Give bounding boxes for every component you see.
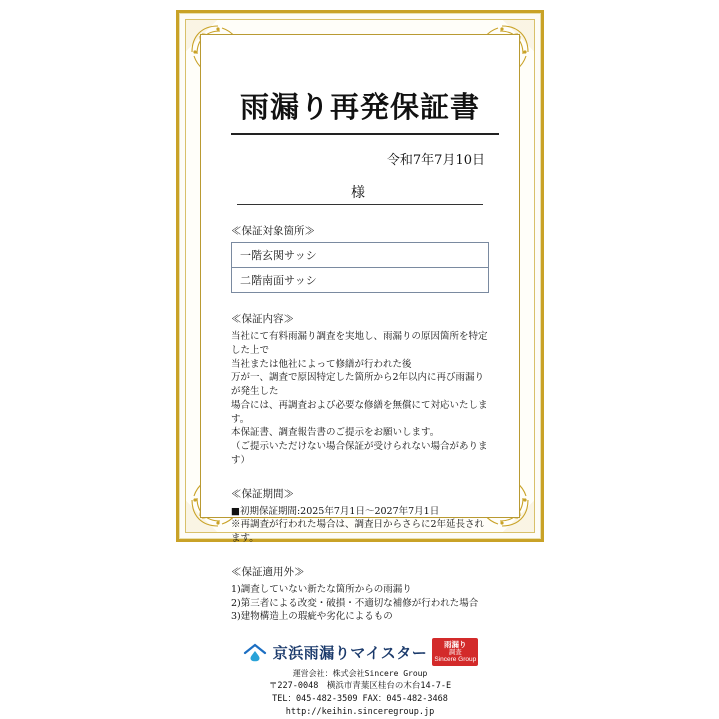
page-title: 雨漏り再発保証書 [239,90,480,124]
company-logo [231,638,489,666]
text-line: 3)建物構造上の瑕疵や劣化によるもの [231,611,393,623]
badge-line-1: 雨漏り [444,639,467,649]
section-heading-period: ≪保証期間≫ [231,487,294,500]
company-address: 〒227-0048 横浜市青葉区桂台の木台14-7-E [268,681,452,692]
certificate-content [231,61,489,717]
warranty-period-block [231,505,489,546]
text-line: （ご提示いただけない場合保証が受けられない場合があります） [231,441,488,466]
company-website: http://keihin.sinceregroup.jp [285,706,435,717]
text-line: 場合には、再調査および必要な修繕を無償にて対応いたします。 [231,399,488,425]
company-contact: TEL：045-482-3509 FAX：045-482-3468 [272,694,448,704]
badge-line-2: 調査 [448,649,462,657]
text-line: ■初期保証期間:2025年7月1日〜2027年7月1日 [231,505,440,517]
list-item: 二階南面サッシ [240,274,317,287]
addressee-suffix: 様 [351,185,365,201]
section-heading-target: ≪保証対象箇所≫ [231,225,315,237]
section-heading-exclusions: ≪保証適用外≫ [231,565,305,578]
target-location-list [231,242,489,293]
warranty-exclusions-block [231,583,489,624]
section-heading-content: ≪保証内容≫ [231,313,294,325]
text-line: 当社にて有料雨漏り調査を実地し、雨漏りの原因箇所を特定した上で [231,331,488,356]
badge-line-3: Sincere Group [434,656,477,664]
company-name: 運営会社：株式会社Sincere Group [292,669,428,679]
text-line: 本保証書、調査報告書のご提示をお願いします。 [231,427,440,439]
document-footer [231,638,489,718]
text-line: 当社または他社によって修繕が行われた後 [231,358,412,370]
text-line: 万が一、調査で原因特定した箇所から2年以内に再び雨漏りが発生した [231,372,485,398]
certificate-frame-outer [176,10,544,717]
text-line: 2)第三者による改変・破損・不適切な補修が行われた場合 [231,597,479,609]
text-line: 1)調査していない新たな箇所からの雨漏り [231,583,412,595]
warranty-content-block [231,330,489,468]
certificate-frame-inner [200,34,520,717]
service-badge [432,638,478,666]
title-underline [231,133,499,135]
text-line: ※再調査が行われた場合は、調査日からさらに2年延長されます。 [231,519,485,545]
certificate-frame-middle [185,19,535,717]
issue-date: 令和7年7月10日 [386,153,485,168]
company-logo-text: 京浜雨漏りマイスター [272,643,428,662]
list-item: 一階玄関サッシ [232,243,488,268]
addressee-underline [237,204,483,205]
water-drop-roof-icon [242,641,268,663]
